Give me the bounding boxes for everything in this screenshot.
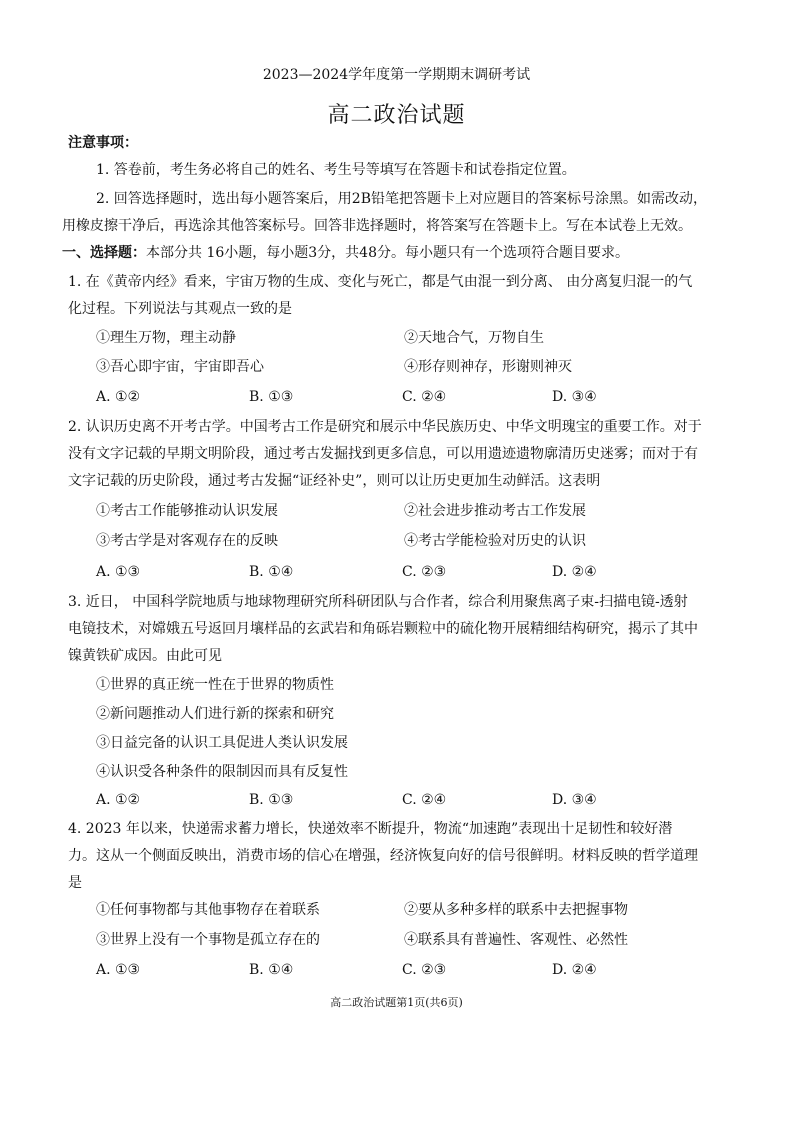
q2-choice-c[interactable]: C. ②③ — [402, 564, 447, 580]
q1-statement-3: ③吾心即宇宙，宇宙即吾心 — [96, 359, 264, 375]
q2-statement-3: ③考古学是对客观存在的反映 — [96, 533, 278, 549]
q2-choice-a[interactable]: A. ①③ — [96, 564, 141, 580]
q2-statement-1: ①考古工作能够推动认识发展 — [96, 503, 278, 519]
q2-stem-line3: 文字记载的历史阶段，通过考古发掘“证经补史”，则可以让历史更加生动鲜活。这表明 — [68, 473, 601, 489]
q1-choice-b[interactable]: B. ①③ — [249, 389, 294, 405]
q4-choice-d[interactable]: D. ②④ — [552, 962, 597, 978]
notice-item-2-line1: 2. 回答选择题时，选出每小题答案后，用2B铅笔把答题卡上对应题目的答案标号涂黑。如需改动， — [96, 191, 708, 207]
q2-stem-line1: 2. 认识历史离不开考古学。中国考古工作是研究和展示中华民族历史、中华文明瑰宝的重要工作。对于 — [68, 419, 702, 435]
section1-heading-row — [62, 243, 629, 263]
q4-choice-c[interactable]: C. ②③ — [402, 962, 447, 978]
q3-statement-1: ①世界的真正统一性在于世界的物质性 — [96, 677, 334, 693]
q3-statement-4: ④认识受各种条件的限制因而具有反复性 — [96, 764, 348, 780]
q1-stem-line1: 1. 在《黄帝内经》看来，宇宙万物的生成、变化与死亡，都是气由混一到分离、 由分离复归混一的气 — [68, 274, 693, 290]
q4-stem-line1: 4. 2023 年以来，快递需求蓄力增长，快递效率不断提升，物流“加速跑”表现出十足韧性和较好潜 — [68, 821, 673, 837]
q1-choice-a[interactable]: A. ①② — [96, 389, 141, 405]
section1-desc: 本部分共 16小题，每小题3分，共48分。每小题只有一个选项符合题目要求。 — [146, 245, 629, 261]
section1-heading: 一、选择题： — [62, 245, 146, 261]
q1-choice-c[interactable]: C. ②④ — [402, 389, 447, 405]
page-footer: 高二政治试题第1页(共6页) — [330, 996, 463, 1009]
q2-choice-b[interactable]: B. ①④ — [249, 564, 294, 580]
q3-statement-3: ③日益完备的认识工具促进人类认识发展 — [96, 735, 348, 751]
q4-stem-line2: 力。这从一个侧面反映出，消费市场的信心在增强，经济恢复向好的信号很鲜明。材料反映的哲学道理 — [68, 848, 698, 864]
q2-choice-d[interactable]: D. ②④ — [552, 564, 597, 580]
q4-statement-4: ④联系具有普遍性、客观性、必然性 — [404, 932, 628, 948]
q3-stem-line1: 3. 近日， 中国科学院地质与地球物理研究所科研团队与合作者，综合利用聚焦离子束-扫描电镜-透射 — [68, 594, 688, 610]
q3-choice-a[interactable]: A. ①② — [96, 792, 141, 808]
q2-statement-4: ④考古学能检验对历史的认识 — [404, 533, 586, 549]
notice-item-2-line2: 用橡皮擦干净后，再选涂其他答案标号。回答非选择题时，将答案写在答题卡上。写在本试卷上无效。 — [62, 218, 692, 234]
q1-statement-2: ②天地合气，万物自生 — [404, 330, 544, 346]
q3-statement-2: ②新问题推动人们进行新的探索和研究 — [96, 706, 334, 722]
q4-statement-3: ③世界上没有一个事物是孤立存在的 — [96, 932, 320, 948]
q3-choice-c[interactable]: C. ②④ — [402, 792, 447, 808]
q2-statement-2: ②社会进步推动考古工作发展 — [404, 503, 586, 519]
q2-stem-line2: 没有文字记载的早期文明阶段，通过考古发掘找到更多信息，可以用遗迹遗物廓清历史迷雾；而对于有 — [68, 446, 698, 462]
exam-year-title: 2023—2024学年度第一学期期末调研考试 — [262, 67, 531, 83]
subject-title: 高二政治试题 — [327, 103, 466, 128]
q4-statement-1: ①任何事物都与其他事物存在着联系 — [96, 902, 320, 918]
q4-choice-b[interactable]: B. ①④ — [249, 962, 294, 978]
q3-choice-b[interactable]: B. ①③ — [249, 792, 294, 808]
q4-choice-a[interactable]: A. ①③ — [96, 962, 141, 978]
q1-statement-1: ①理生万物，理主动静 — [96, 330, 236, 346]
q3-stem-line3: 镍黄铁矿成因。由此可见 — [68, 648, 222, 664]
q1-statement-4: ④形存则神存，形谢则神灭 — [404, 359, 572, 375]
q3-stem-line2: 电镜技术，对嫦娥五号返回月壤样品的玄武岩和角砾岩颗粒中的硫化物开展精细结构研究，揭示了其中 — [68, 621, 698, 637]
q4-statement-2: ②要从多种多样的联系中去把握事物 — [404, 902, 628, 918]
q1-choice-d[interactable]: D. ③④ — [552, 389, 597, 405]
notice-item-1: 1. 答卷前，考生务必将自己的姓名、考生号等填写在答题卡和试卷指定位置。 — [96, 162, 576, 178]
notice-title: 注意事项： — [68, 135, 138, 151]
q1-stem-line2: 化过程。下列说法与其观点一致的是 — [68, 301, 292, 317]
q4-stem-line3: 是 — [68, 875, 82, 891]
q3-choice-d[interactable]: D. ③④ — [552, 792, 597, 808]
